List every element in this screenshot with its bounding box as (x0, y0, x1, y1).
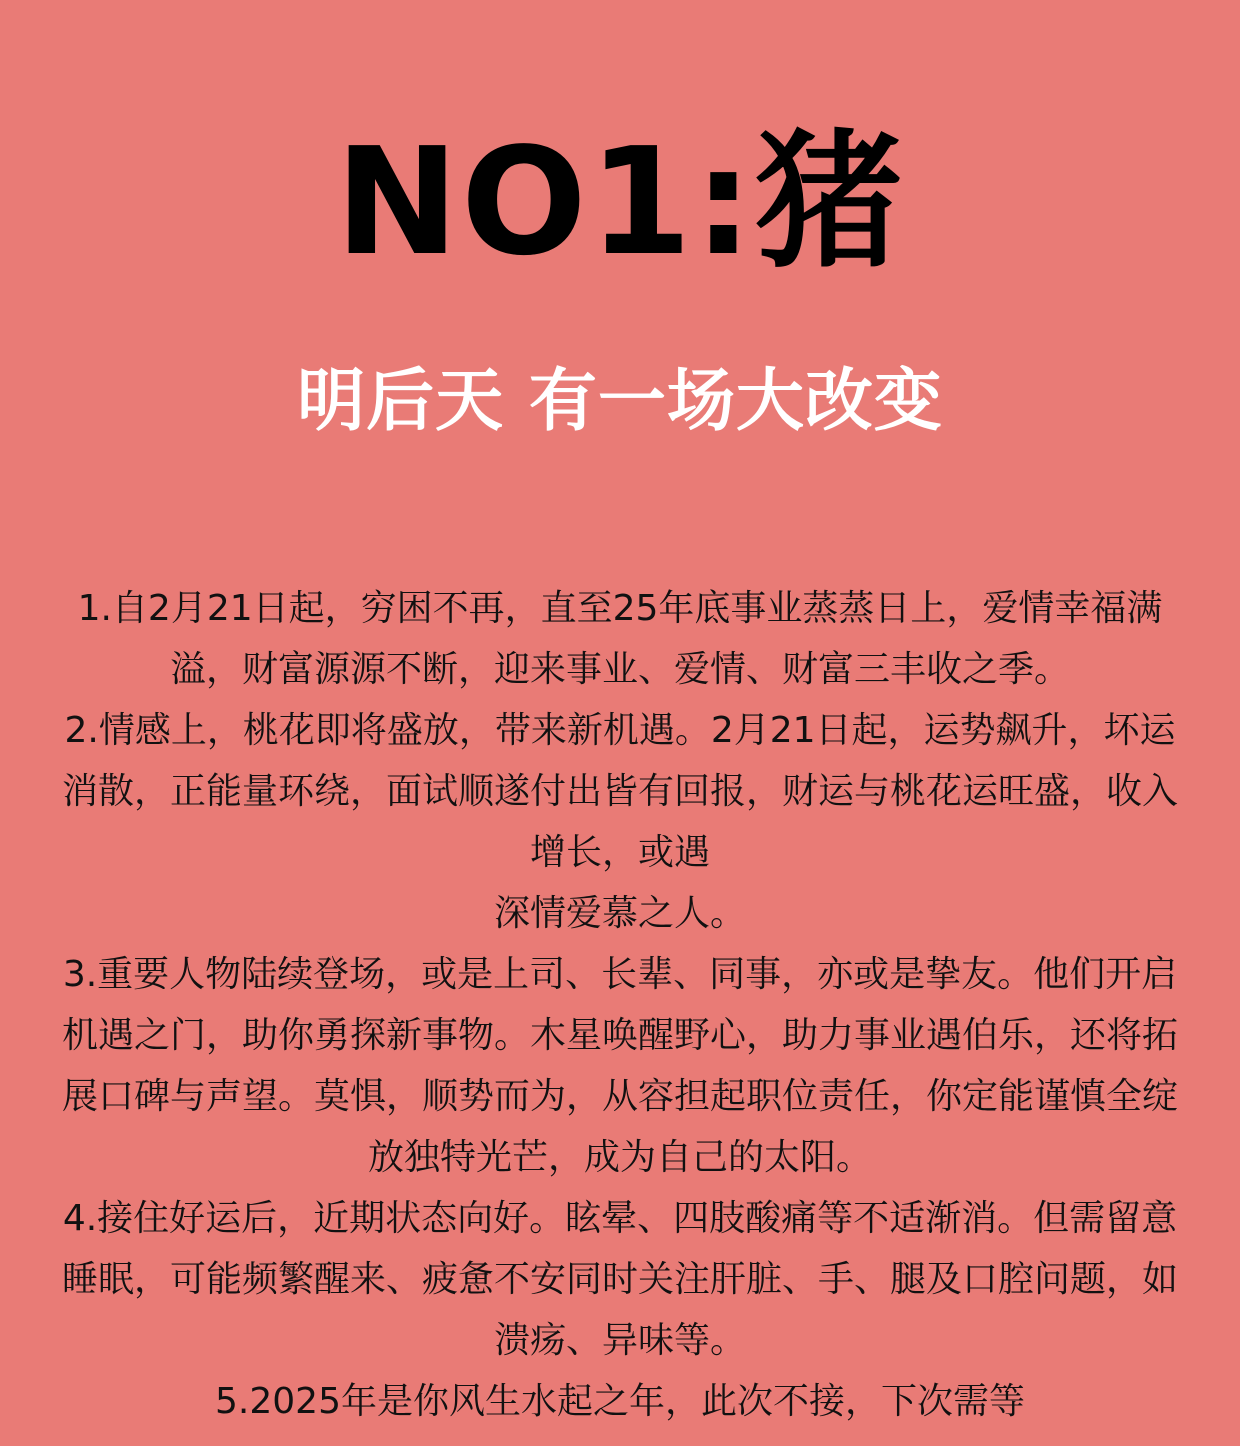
fortune-text (60, 578, 1180, 1432)
paragraph-3: 3.重要人物陆续登场，或是上司、长辈、同事，亦或是挚友。他们开启机遇之门，助你勇探新事物。木星唤醒野心，助力事业遇伯乐，还将拓展口碑与声望。莫惧，顺势而为，从容担起职位责任，你定能谨慎全绽放独特光芒，成为自己的太阳。 (61, 954, 1178, 1178)
page-title: NO1:猪 (335, 116, 905, 288)
paragraph-2-continued: 深情爱慕之人。 (493, 893, 746, 934)
paragraph-5: 5.2025年是你风生水起之年，此次不接，下次需等 (215, 1381, 1025, 1422)
paragraph-1: 1.自2月21日起，穷困不再，直至25年底事业蒸蒸日上，爱情幸福满溢，财富源源不断，迎来事业、爱情、财富三丰收之季。 (77, 588, 1163, 690)
paragraph-2: 2.情感上，桃花即将盛放，带来新机遇。2月21日起，运势飙升，坏运消散，正能量环绕，面试顺遂付出皆有回报，财运与桃花运旺盛，收入增长，或遇 (61, 710, 1178, 873)
page-subtitle: 明后天 有一场大改变 (297, 362, 943, 441)
paragraph-4: 4.接住好运后，近期状态向好。眩晕、四肢酸痛等不适渐消。但需留意睡眠，可能频繁醒来、疲惫不安同时关注肝脏、手、腿及口腔问题，如溃疡、异味等。 (61, 1198, 1178, 1361)
